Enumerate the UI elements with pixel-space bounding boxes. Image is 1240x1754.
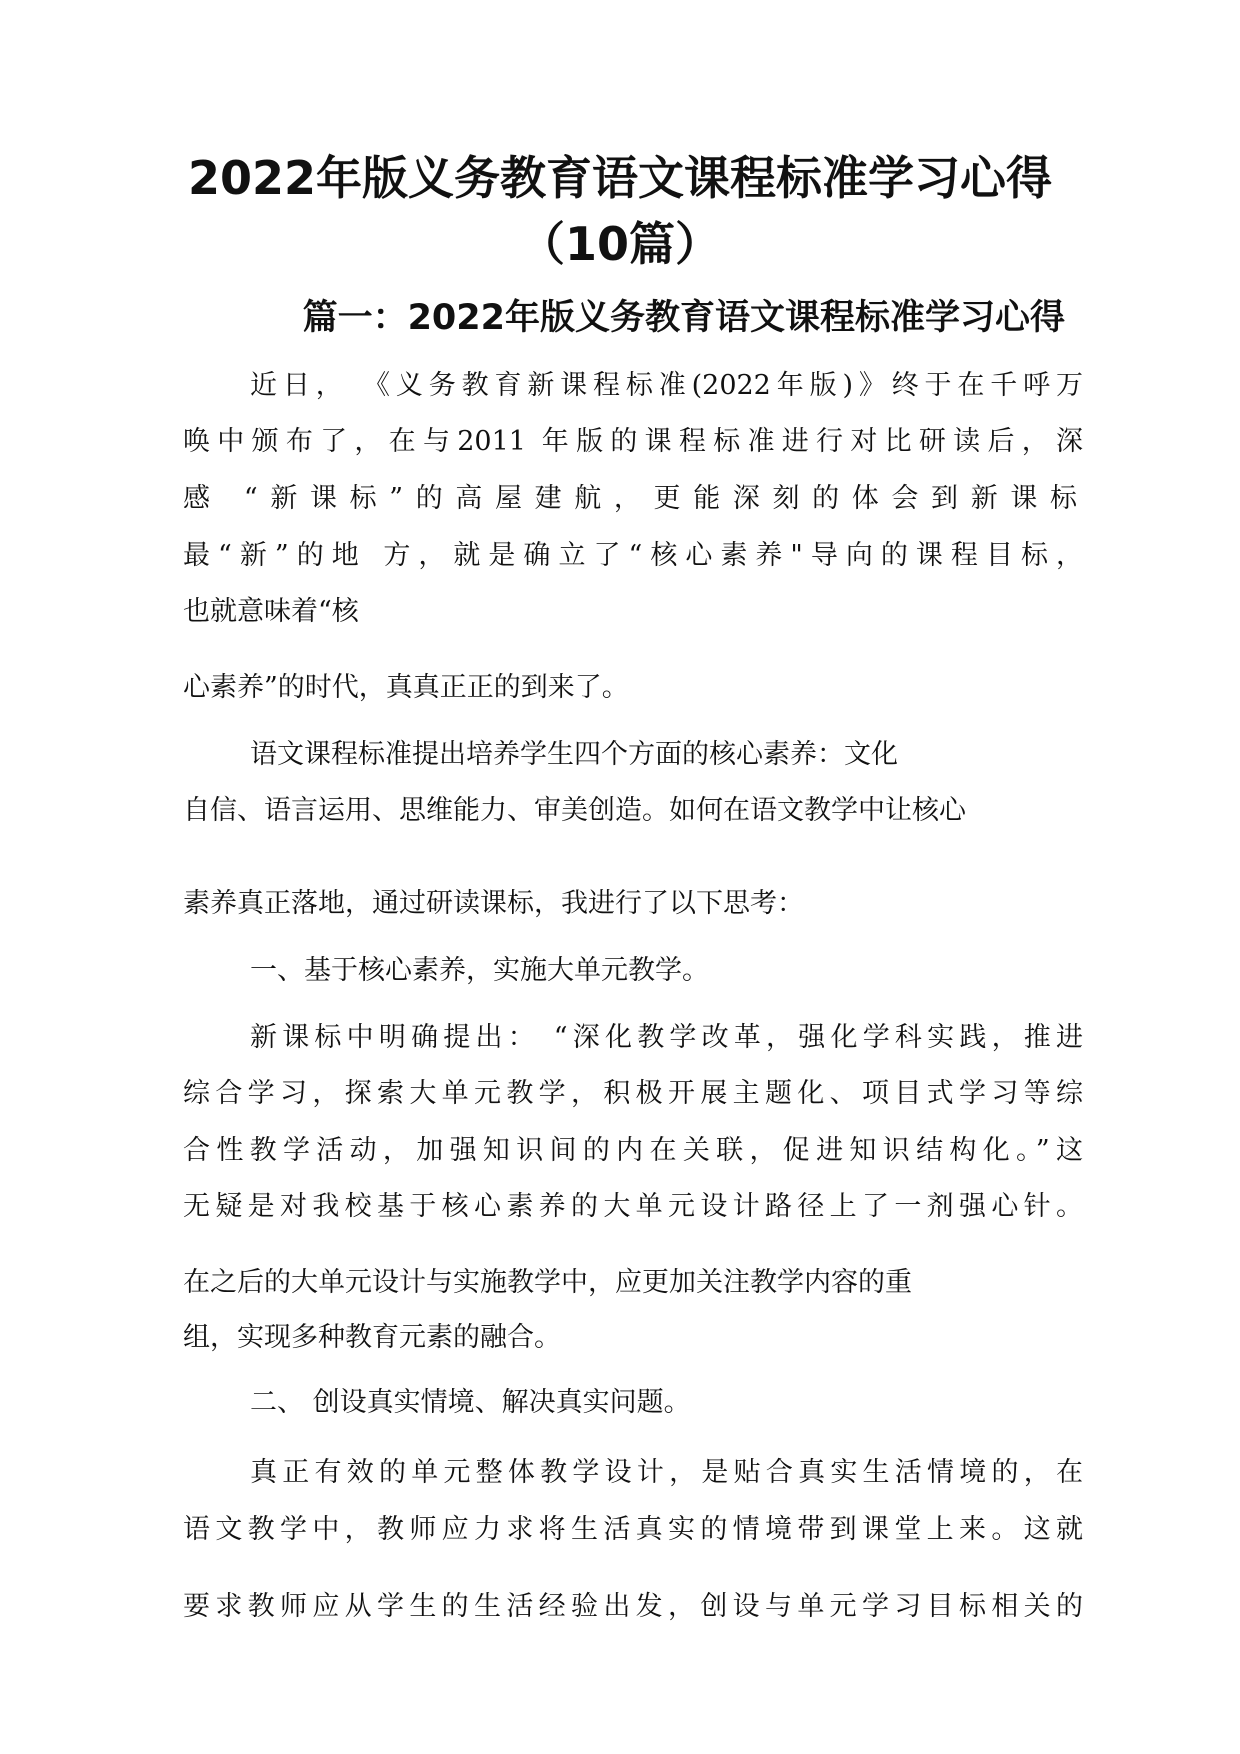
body-line: 心素养”的时代，真真正正的到来了。 [183, 672, 629, 703]
body-line: 语文教学中，教师应力求将生活真实的情境带到课堂上来。这就 [183, 1514, 1083, 1545]
body-line: 真正有效的单元整体教学设计，是贴合真实生活情境的，在 [250, 1457, 1083, 1488]
body-line: 组，实现多种教育元素的融合。 [183, 1322, 561, 1353]
body-line: 素养真正落地，通过研读课标，我进行了以下思考： [183, 888, 804, 919]
body-line: 合性教学活动，加强知识间的内在关联，促进知识结构化。”这 [183, 1135, 1083, 1166]
body-line: 无疑是对我校基于核心素养的大单元设计路径上了一剂强心针。 [183, 1191, 1083, 1222]
body-line: 唤中颁布了，在与2011 年版的课程标准进行对比研读后，深 [183, 426, 1083, 457]
body-line: 在之后的大单元设计与实施教学中，应更加关注教学内容的重 [183, 1267, 912, 1298]
body-line: 语文课程标准提出培养学生四个方面的核心素养：文化 [250, 739, 898, 770]
document-title-line-2: （10篇） [518, 217, 721, 271]
body-line: 最“新”的地 方，就是确立了“核心素养"导向的课程目标， [183, 540, 1083, 571]
body-line: 新课标中明确提出： “深化教学改革，强化学科实践，推进 [250, 1022, 1083, 1053]
body-line: 综合学习，探索大单元教学，积极开展主题化、项目式学习等综 [183, 1078, 1083, 1109]
section-heading: 篇一：2022年版义务教育语文课程标准学习心得 [302, 298, 1065, 338]
body-line: 自信、语言运用、思维能力、审美创造。如何在语文教学中让核心 [183, 795, 966, 826]
body-line: 近日， 《义务教育新课程标准(2022年版)》终于在千呼万 [250, 370, 1083, 401]
body-line: 感 “新课标”的高屋建航，更能深刻的体会到新课标 [183, 483, 1083, 514]
body-line: 也就意味着“核 [183, 596, 359, 627]
body-line: 一、基于核心素养，实施大单元教学。 [250, 955, 709, 986]
body-line: 要求教师应从学生的生活经验出发，创设与单元学习目标相关的 [183, 1591, 1083, 1622]
document-title-line-1: 2022年版义务教育语文课程标准学习心得 [187, 151, 1053, 205]
body-line: 二、 创设真实情境、解决真实问题。 [250, 1387, 691, 1418]
